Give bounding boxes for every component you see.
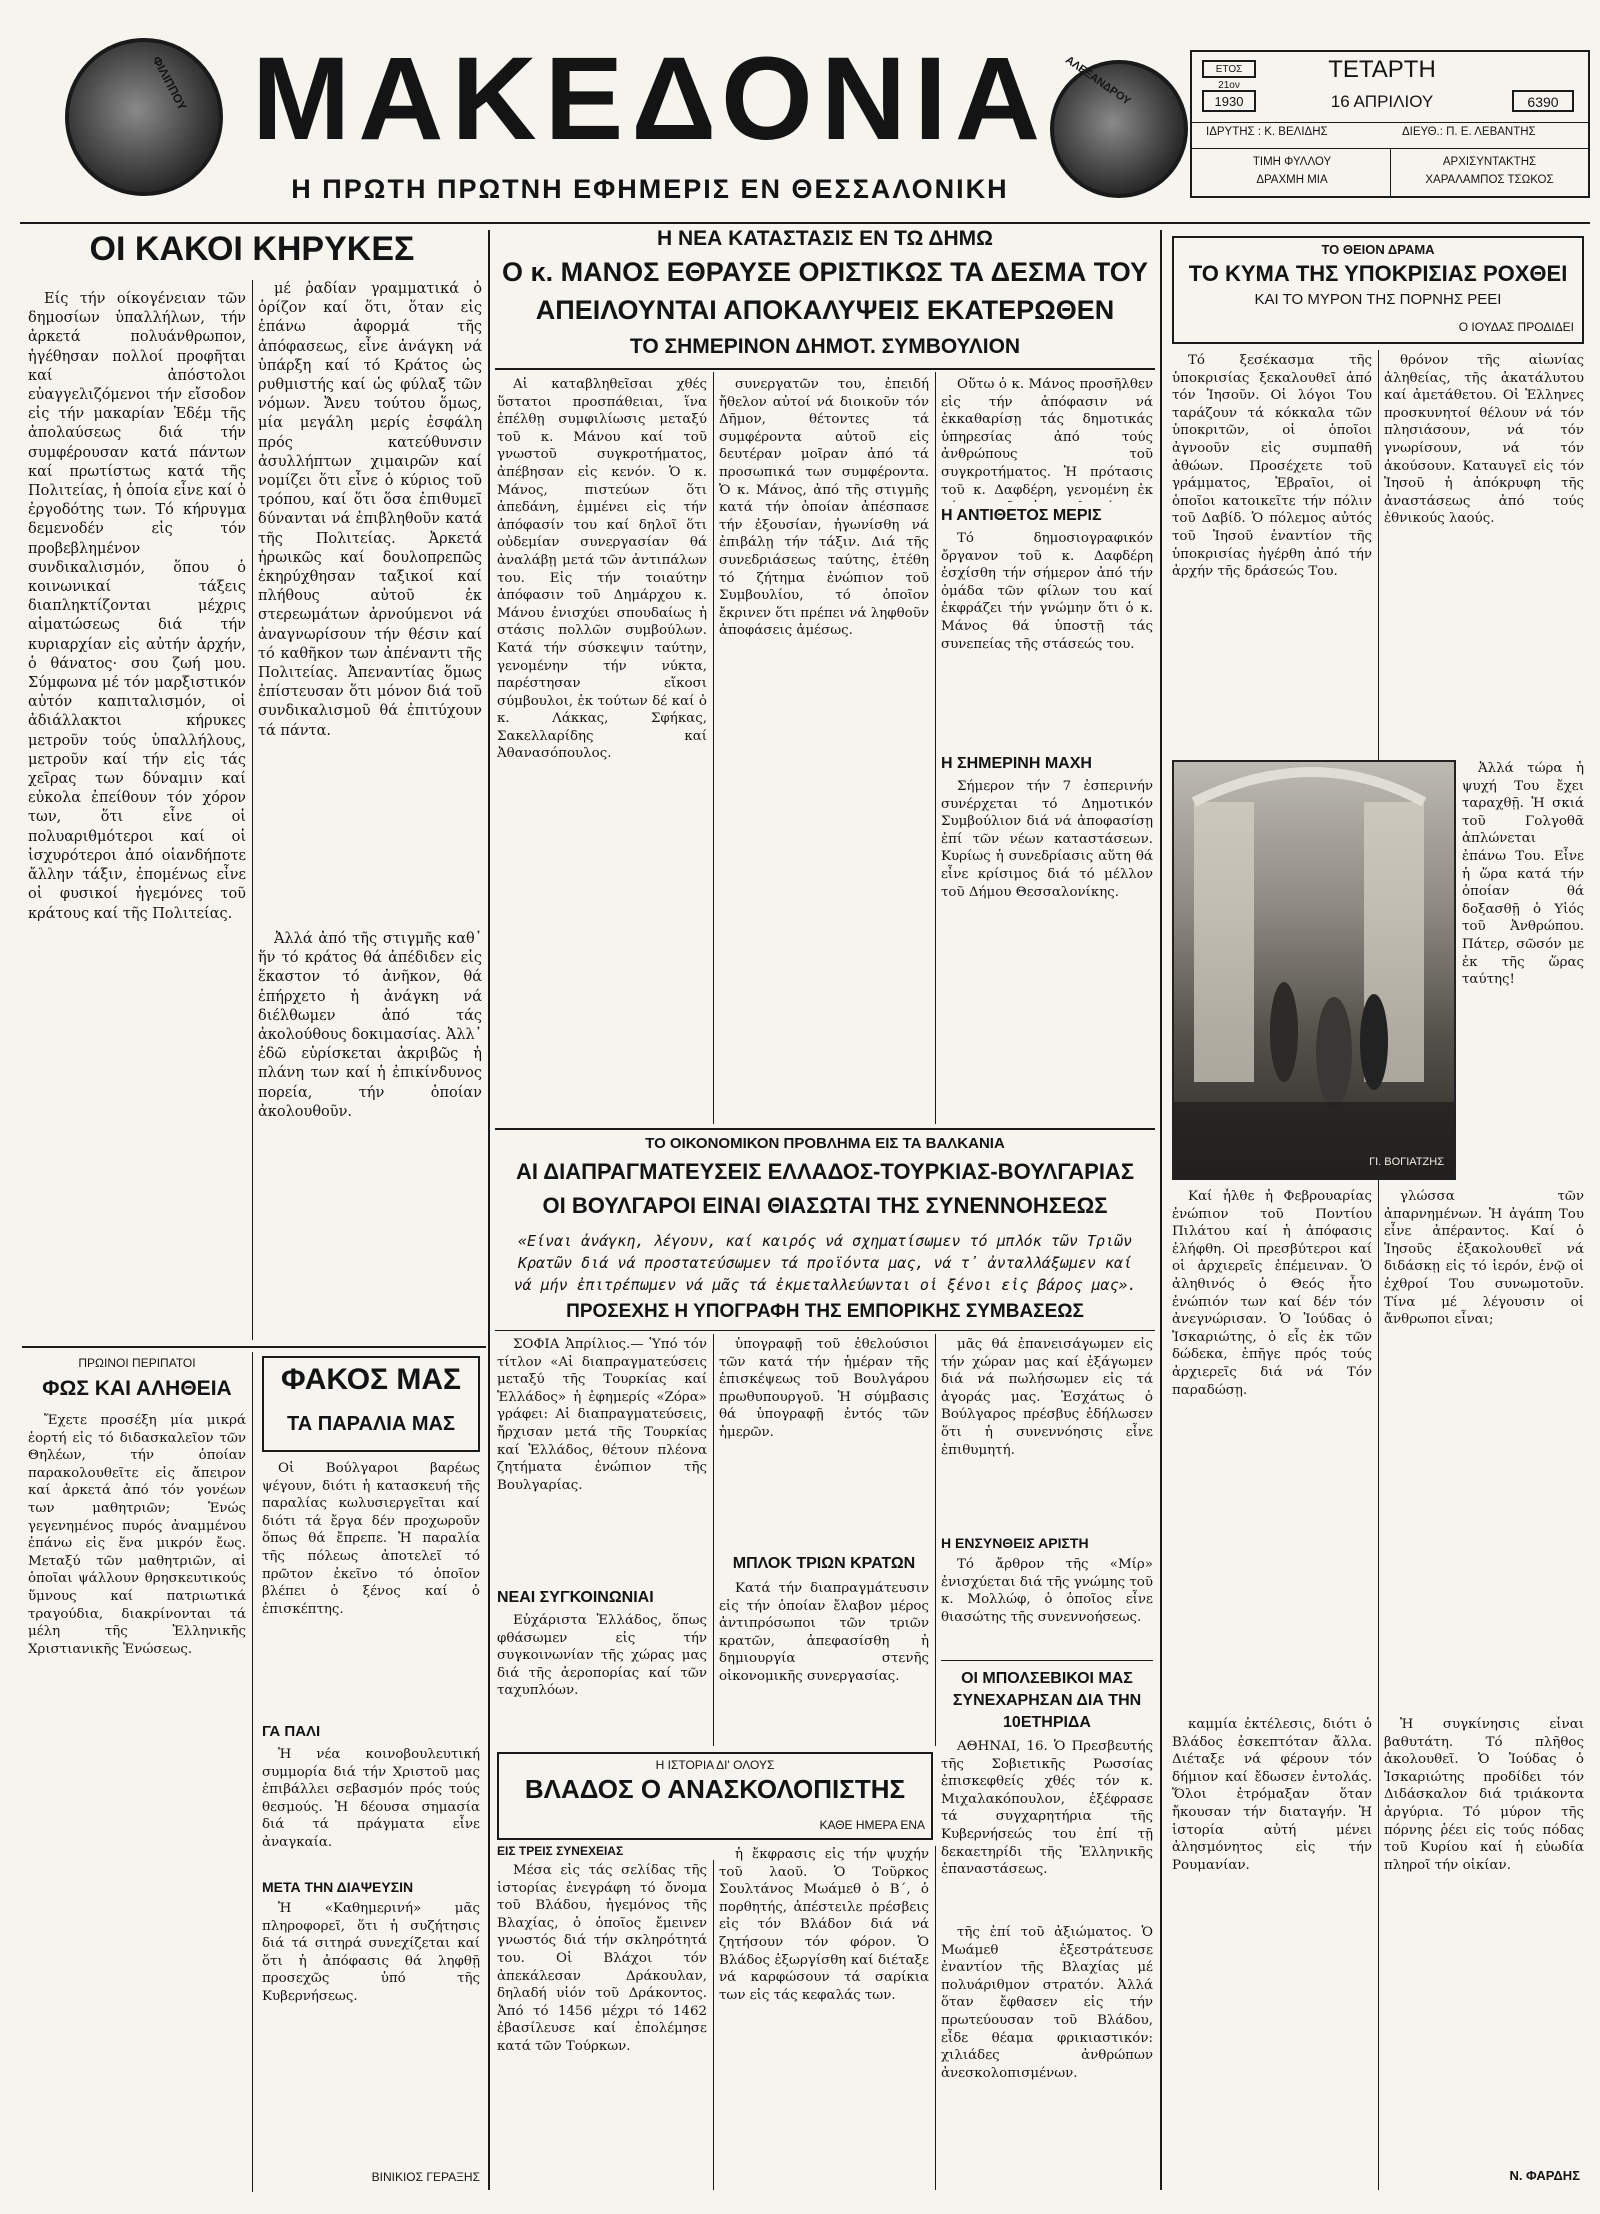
fakos-mas-box xyxy=(262,1356,480,1452)
serial-col1: Μέσα εἰς τάς σελίδας τῆς ἱστορίας ἐνεγράφη τό ὄνομα τοῦ Βλάδου, ἡγεμόνος τῆς Βλαχίας, ὁ ὁποῖος ἔμεινεν γνωστός διά τήν σκληρότητά του. Οἱ Βλάχοι τόν ἀπεκάλεσαν Δράκουλαν, δηλαδή υἱόν τοῦ Δράκοντος. Ἀπό τό 1456 μέχρι τό 1462 ἐβασίλευσε καί ἐπολέμησε κατά τῶν Τούρκων. xyxy=(497,1863,707,2054)
article-manos-col3: Οὕτω ὁ κ. Μάνος προσῆλθεν εἰς τήν ἀπόφασιν νά ἐκκαθαρίσῃ τάς δημοτικάς ὑπηρεσίας ἀπό τούς ἀνθρώπους τοῦ συγκροτήματος. Ἡ πρότασις τοῦ κ. Δαφδέρη, γενομένη ἐκ xyxy=(941,377,1153,498)
subhead-mplok-trion-kraton: ΜΠΛΟΚ ΤΡΙΩΝ ΚΡΑΤΩΝ xyxy=(732,1555,916,1572)
coin-left-label: ΦΙΛΙΠΠΟΥ xyxy=(149,54,190,113)
editor-name: ΧΑΡΑΛΑΜΠΟΣ ΤΣΩΚΟΣ xyxy=(1425,174,1554,186)
date: 16 ΑΠΡΙΛΙΟΥ xyxy=(1330,92,1434,111)
subhead-ta-paralia-mas: ΤΑ ΠΑΡΑΛΙΑ ΜΑΣ xyxy=(287,1413,455,1435)
headline-manos: Ο κ. ΜΑΝΟΣ ΕΘΡΑΥΣΕ ΟΡΙΣΤΙΚΩΣ ΤΑ ΔΕΣΜΑ ΤΟΥ xyxy=(502,257,1148,287)
serial-col3: τῆς ἐπί τοῦ ἀξιώματος. Ὁ Μωάμεθ ἐξεστράτευσε ἐναντίον τῆς Βλαχίας μέ πολυάριθμον στρατόν. Ἀλλά ὅταν ἔφθασεν εἰς τήν πρωτεύουσαν τοῦ Βλάδου, εἶδε θέαμα φρικιαστικόν: χιλιάδες ἀνθρώπων ἀνεσκολοπισμένων. xyxy=(941,1925,1153,2081)
headline-fos-kai-alitheia: ΦΩΣ ΚΑΙ ΑΛΗΘΕΙΑ xyxy=(42,1377,232,1400)
newspaper-title: ΜΑΚΕΔΟΝΙΑ xyxy=(251,33,1049,165)
article-theion-drama-col1: Τό ξεσέκασμα τῆς ὑποκρισίας ξεκαλουθεῖ ἀπό τόν Ἰησοῦν. Οἱ λόγοι Του ταράζουν τά κόκκαλα τῶν ὑποκριτῶν, οἱ ὁποῖοι ἀγνοοῦν εἰς συμπαθῆ ἀθώων. Προσέχετε τοῦ γράμματος, Ἐβραῖοι, οἱ ὁποῖοι κατοικεῖτε τήν πόλιν τοῦ Δαβίδ. Ὁ πόλεμος αὐτός τοῦ Ἰησοῦ ἐναντίον τῆς ὑποκρισίας ἠγέρθη ἀπό τήν ἀρχήν τῆς δράσεώς Του. xyxy=(1172,353,1372,580)
article-ensyntheis-aristi: Τό ἄρθρον τῆς «Μίρ» ἐνισχύεται διά τῆς γνώμης τοῦ κ. Μολλώφ, ὁ ὁποῖος εἶνε θιασώτης τῆς συνεννοήσεως. xyxy=(941,1557,1153,1625)
issue-number: 6390 xyxy=(1512,90,1574,112)
headline-ypografi-symvaseos: ΠΡΟΣΕΧΗΣ Η ΥΠΟΓΡΑΦΗ ΤΗΣ ΕΜΠΟΡΙΚΗΣ ΣΥΜΒΑΣΕΩΣ xyxy=(566,1301,1084,1322)
issue-info-box xyxy=(1190,50,1590,198)
article-manos-col2: συνεργατῶν του, ἐπειδή ἤθελον αὐτοί νά διοικοῦν τόν Δῆμον, θέτοντες τά συμφέροντα αὐτοῦ εἰς δευτέραν μοῖραν ἀπό τά προσωπικά των συμφέροντα. Ὁ κ. Μάνος, ἀπό τῆς στιγμῆς κατά τήν ὁποίαν ἀπέσπασε τήν ἐξουσίαν, ἠγωνίσθη νά ἐπιβάλῃ τήν τάξιν. Διά τῆς συνεδριάσεως ταύτης, ἐτέθη τό ζήτημα ἐνώπιον τοῦ Συμβουλίου, τό ὁποῖον ἔκρινεν ὅτι πρέπει νά ληφθοῦν ἀποφάσεις ἀμέσως. xyxy=(719,377,929,639)
masthead xyxy=(20,20,1590,220)
weekday: ΤΕΤΑΡΤΗ xyxy=(1328,56,1436,83)
article-beside-photo: Ἀλλά τώρα ἡ ψυχή Του ἔχει ταραχθῇ. Ἡ σκιά τοῦ Γολγοθᾶ ἁπλώνεται ἐπάνω Του. Εἶνε ἡ ὥρα κατά τήν ὁποίαν θά δοξασθῇ ὁ Υἱός τοῦ Ἀνθρώπου. Πάτερ, σῶσόν με ἐκ τῆς ὥρας ταύτης! xyxy=(1462,761,1584,988)
subhead-simerini-machi: Η ΣΗΜΕΡΙΝΗ ΜΑΧΗ xyxy=(941,755,1092,772)
coin-right-label: ΑΛΕΞΑΝΔΡΟΥ xyxy=(1063,54,1133,108)
headline-apokalypseis: ΑΠΕΙΛΟΥΝΤΑΙ ΑΠΟΚΑΛΥΨΕΙΣ ΕΚΑΤΕΡΩΘΕΝ xyxy=(535,295,1115,325)
newspaper-subtitle: Η ΠΡΩΤΗ ΠΡΩΤΝΗ ΕΦΗΜΕΡΙΣ ΕΝ ΘΕΣΣΑΛΟΝΙΚΗ xyxy=(291,174,1009,204)
article-under-photo-right: γλώσσα τῶν ἀπαρνημένων. Ἡ ἀγάπη Του εἶνε ἀπέραντος. Καί ὁ Ἰησοῦς ἐξακολουθεῖ νά διδάσκῃ εἰς τό ἱερόν, ἐνῷ οἱ ἐχθροί Του συνωμοτοῦν. Τίνα μέ λέγουσιν οἱ ἄνθρωποι εἶναι; xyxy=(1384,1189,1584,1328)
headline-kakoi-kerykes: ΟΙ ΚΑΚΟΙ ΚΗΡΥΚΕΣ xyxy=(89,230,415,268)
article-continuation-col2b: Ἀλλά ἀπό τῆς στιγμῆς καθ᾿ ἥν τό κράτος θά ἀπέδιδεν εἰς ἕκαστον τό ἀνῆκον, θά ἐπήρχετο ἡ ἀνάγκη νά διέλθωμεν ἀπό τάς ἀκολούθους δοκιμασίας. Ἀλλ᾿ ἐδῶ εὑρίσκεται ἀκριβῶς ἡ πλάνη των καί ἡ ἐπικίνδυνος πορεία, τήν ὁποίαν ἀκολουθοῦν. xyxy=(258,931,482,1120)
article-neai-synkoinoniai: Εὐχάριστα Ἐλλάδος, ὅπως φθάσωμεν εἰς τήν συγκοινωνίαν τῆς χώρας μας διά τῆς ἀεροπορίας καί τῶν ταχυπλόων. xyxy=(497,1613,707,1699)
headline-fakos-mas: ΦΑΚΟΣ ΜΑΣ xyxy=(280,1363,462,1396)
signature-fardis: Ν. ΦΑΡΔΗΣ xyxy=(1509,2168,1580,2183)
subhead-ga-pali: ΓΑ ΠΑΛΙ xyxy=(262,1723,321,1740)
article-kakoi-kerykes: Είς τήν οίκογένειαν τῶν δημοσίων ὑπαλλήλων, τήν ἀρκετά πολυάνθρωπον, ἡγέθησαν πολλοί προφῆται καί ἀπόστολοι εὐαγγελιζόμενοι τήν εἴσοδον εἰς τήν μακαρίαν Ἐδέμ τῆς ἀπολαύσεως διά τήν συμφέρουσαν κατά πάντων καί πρωτίστως κατά τῆς Πολιτείας, ἡ ὁποία εἶνε καί ὁ ἐργοδότης των. Τό κήρυγμα δεμενοδέν εἰς τόν προβεβλημένον συνδικαλισμόν, ὅπου ὁ κοινωνικαί τάξεις διαπληκτίζονται μέχρις αἱματώσεως διά τήν κυριαρχίαν εἰς αὐτήν ἀρχήν, ὁ θάνατος· σου ζωή μου. Σύμφωνα μέ τόν μαρξιστικόν αὐτόν καπιταλισμόν, οἱ ἀδιάλλακτοι κήρυκες μετροῦν τούς ὑπαλλήλους, μετροῦν καί τήν εἰς τάς χεῖρας των δύναμιν καί εὐκολα ἐπείθουν τόν χόρον των, ὅτι εἶνε οἱ πολυαριθμότεροι καί οἱ ἰσχυρότεροι ἀπό οἱανδήποτε ἄλλην τάξιν, ἐπομένως εἶνε οἱ φυσικοί ἡγεμόνες τοῦ κράτους καί τῆς Πολιτείας. xyxy=(28,291,246,922)
article-theion-drama-col2: θρόνον τῆς αἰωνίας ἀληθείας, τῆς ἀκατάλυτου καί ἀμετάθετου. Οἱ Ἑλληνες προσκυνητοί θέλουν νά τόν πλησιάσουν, νά τόν γνωρίσουν, νά τόν ἀκούσουν. Καταυγεῖ εἰς τόν Ἰησοῦ ἡ ἀπόκρυφη τῆς ἀναστάσεως ἀπό τούς ἐθνικούς λαούς. xyxy=(1384,353,1584,527)
coin-philip-icon xyxy=(65,38,223,196)
headline-simerinon-symvoulion: ΤΟ ΣΗΜΕΡΙΝΟΝ ΔΗΜΟΤ. ΣΥΜΒΟΥΛΙΟΝ xyxy=(629,335,1021,358)
kicker-nea-katastasis: Η ΝΕΑ ΚΑΤΑΣΤΑΣΙΣ ΕΝ ΤΩ ΔΗΜΩ xyxy=(656,227,994,250)
theion-drama-box xyxy=(1172,236,1584,344)
article-fos-kai-alitheia: Ἔχετε προσέξη μία μικρά ἑορτή εἰς τό διδασκαλεῖον τῶν Θηλέων, τήν ὁποίαν παρακολουθεῖτε εἰς ἄπειρον καί ἀρκετά ἀπό τόν γονέων των μαθητριῶν; Ἐνώς γεγενημένος πυρός ἀναμμένου ἐπάνω εἰς ἕνα μικρόν ἔως. Μεταξύ τῶν μαθητριῶν, αἱ ὁποῖαι ψάλλουν θρησκευτικούς ὕμνους καί πατριωτικά τραγούδια, διακρίνονται τά μέλη τῆς Ἑλληνικῆς Χριστιανικῆς Ἑνώσεως. xyxy=(28,1413,246,1657)
headline-kyma-ypokrisias: ΤΟ ΚΥΜΑ ΤΗΣ ΥΠΟΚΡΙΣΙΑΣ ΡΟΧΘΕΙ xyxy=(1188,261,1568,286)
banner-quote: «Είναι ἀνάγκη, λέγουν, καί καιρός νά σχηματίσωμεν τό μπλόκ τῶν Τριῶν Κρατῶν διά νά προστατεύσωμεν τά προϊόντα μας, νά τ᾿ ἀνταλλάξωμεν καί νά μήν ἐπιτρέπωμεν νά μᾶς τά ἐκμεταλλεύωνται οἱ ξένοι εἰς βάρος μας». xyxy=(513,1232,1137,1294)
signature-col2: ΒΙΝΙΚΙΟΣ ΓΕΡΑΞΗΣ xyxy=(371,2170,480,2184)
kicker-proinoi-peripatoi: ΠΡΩΙΝΟΙ ΠΕΡΙΠΑΤΟΙ xyxy=(78,1356,196,1370)
editor-label: ΑΡΧΙΣΥΝΤΑΚΤΗΣ xyxy=(1442,156,1537,168)
article-mpolsevikoi: ΑΘΗΝΑΙ, 16. Ὁ Πρεσβευτής τῆς Σοβιετικῆς Ρωσσίας ἐπισκεφθείς χθές τόν κ. Μιχαλακόπουλον, ἐξέφρασε τά συγχαρητήρια τῆς Κυβερνήσεώς του ἐπί τῇ δεκαετηρίδι τῆς Ἑλληνικῆς ἐπαναστάσεως. xyxy=(941,1739,1153,1878)
byline-ioudas: Ο ΙΟΥΔΑΣ ΠΡΟΔΙΔΕΙ xyxy=(1458,320,1574,334)
kicker-theion-drama: ΤΟ ΘΕΙΟΝ ΔΡΑΜΑ xyxy=(1321,242,1435,257)
article-continuation-col2: μέ ῥαδίαν γραμματικά ὁ ὁρίζον καί ὅτι, ὅταν εἰς ἑπάνω ἀφορμά τῆς ἀπόφασεως, εἶνε ἀνάγκη νά ὑπάρξη καί τό Κράτος ὡς ρυθμιστής καί ὡς φύλαξ τῶν νόμων. Ἄνευ τούτου ὅμως, μία μεγάλη μερίς ἐσφάλη πρός κατεύθυνσιν ἀσυλλήπτων χιμαιρῶν καί νομίζει ὅτι εἶνε ὁ κύριος τοῦ τρόπου, καί ὅτι ὅσα ἐπιθυμεῖ δύνανται νά ἐπιβληθοῦν κατά τῆς Πολιτείας. Ἀρκετά ἡρωικῶς καί δουλοπρεπῶς ἐκηρύχθησαν ταξικοί καί πλήθους αὐτοῦ ἐκ στερεωμάτων ἀρνούμενοι νά ἀναγνωρίσουν τήν θέσιν καί τό καθῆκον των ἀπέναντι τῆς Πολιτείας. Ἀπεναντίας ὅμως ἐπίστευσαν ὅτι μόνον διά τοῦ συνδικαλισμοῦ θά ἐπιτύχουν τά πάντα. xyxy=(258,281,482,739)
subhead-meta-tin-diapseusin: ΜΕΤΑ ΤΗΝ ΔΙΑΨΕΥΣΙΝ xyxy=(262,1879,414,1895)
photo-caption: ΓΙ. ΒΟΓΙΑΤΖΗΣ xyxy=(1369,1156,1444,1168)
year: 1930 xyxy=(1202,90,1256,112)
serial-tagline: ΚΑΘΕ ΗΜΕΡΑ ΕΝΑ xyxy=(819,1818,925,1832)
article-paralia: Οἱ Βούλγαροι βαρέως ψέγουν, διότι ἡ κατασκευή τῆς παραλίας κωλυσιεργεῖται καί διότι τά ἔργα δέν προχωροῦν ὅπως θά ἔπρεπε. Ἡ παραλία τῆς πόλεως ἀποτελεῖ τό πρῶτον ἐκεῖνο τό ὁποῖον βλέπει ὁ ξένος καί ὁ ἐπισκέπτης. xyxy=(262,1461,480,1617)
price-label: ΤΙΜΗ ΦΥΛΛΟΥ xyxy=(1252,156,1332,168)
article-ga-pali: Ἡ νέα κοινοβουλευτική συμμορία διά τήν Χριστοῦ μας ἐπιβάλλει σεβασμόν πρός τούς θεσμούς. Ἡ δέουσα σημασία διά τά πράγματα εἶνε ἀναγκαία. xyxy=(262,1747,480,1850)
article-meta-diapseusin: Ἡ «Καθημερινή» μᾶς πληροφορεῖ, ὅτι ἡ συζήτησις διά τά σιτηρά συνεχίζεται καί ὅτι ἡ ἀπόφασις θά ληφθῇ προσεχῶς ὑπό τῆς Κυβερνήσεως. xyxy=(262,1901,480,2004)
subhead-antithetos-meris: Η ΑΝΤΙΘΕΤΟΣ ΜΕΡΙΣ xyxy=(941,507,1102,524)
serial-col2: ἡ ἔκφρασις εἰς τήν ψυχήν τοῦ λαοῦ. Ὁ Τοῦρκος Σουλτάνος Μωάμεθ ὁ Β΄, ὁ πορθητής, ἀπέστειλε πρέσβεις εἰς τόν Βλάδον διά νά ζητήσουν τόν φόρον. Ὁ Βλάδος ἐξωργίσθη καί διέταξε νά καρφώσουν τά σαρίκια των εἰς τάς κεφαλάς των. xyxy=(719,1847,929,2003)
headline-mpolsevikoi: ΟΙ ΜΠΟΛΣΕΒΙΚΟΙ ΜΑΣ ΣΥΝΕΧΑΡΗΣΑΝ ΔΙΑ ΤΗΝ 10ΕΤΗΡΙΔΑ xyxy=(952,1670,1142,1731)
serial-subkicker: ΕΙΣ ΤΡΕΙΣ ΣΥΝΕΧΕΙΑΣ xyxy=(497,1844,624,1858)
article-mplok-trion-kraton: Κατά τήν διαπραγμάτευσιν εἰς τήν ὁποίαν ἔλαβον μέρος ἀντιπρόσωποι τῶν τριῶν κρατῶν, ἀπεφασίσθη ἡ δημιουργία στενῆς οἰκονομικῆς συνεργασίας. xyxy=(719,1581,929,1684)
director: ΔΙΕΥΘ.: Π. Ε. ΛΕΒΑΝΤΗΣ xyxy=(1402,126,1536,138)
founder: ΙΔΡΥΤΗΣ : Κ. ΒΕΛΙΔΗΣ xyxy=(1206,126,1328,138)
year-label: ΕΤΟΣ 21ον xyxy=(1202,60,1256,78)
headline-voulgaroi-thiasotai: ΟΙ ΒΟΥΛΓΑΡΟΙ ΕΙΝΑΙ ΘΙΑΣΩΤΑΙ ΤΗΣ ΣΥΝΕΝΝΟΗΣΕΩΣ xyxy=(542,1193,1108,1218)
painting-photo xyxy=(1172,760,1456,1180)
article-under-photo: Καί ἦλθε ἡ Φεβρουαρίας ἐνώπιον τοῦ Ποντίου Πιλάτου καί ἡ ἀπόφασις ἐλήφθη. Οἱ πρεσβύτεροι καί οἱ ἀρχιερεῖς ἐπέμειναν. Ὁ ἀληθινός ὁ Θεός ἦτο ἐνώπιόν των καί δέν τόν ἀνεγνώρισαν. Ὁ Ἰούδας ὁ Ἰσκαριώτης, ὁ εἷς ἐκ τῶν δώδεκα, ἐπῆγε πρός τούς ἀρχιερεῖς διά νά Τόν παραδώσῃ. xyxy=(1172,1189,1372,1398)
article-theion-drama-end: Ἡ συγκίνησις εἶναι βαθυτάτη. Τό πλῆθος ἀκολουθεῖ. Ὁ Ἰούδας ὁ Ἰσκαριώτης προδίδει τόν Διδάσκαλον διά τριάκοντα ἀργύρια. Τό μύρον τῆς πόρνης ῥέει εἰς τούς πόδας τοῦ Κυρίου καί ἡ εὐωδία πληροῖ τήν οἰκίαν. xyxy=(1384,1717,1584,1873)
subhead-ensyntheis-aristi: Η ΕΝΣΥΝΘΕΙΣ ΑΡΙΣΤΗ xyxy=(941,1535,1089,1551)
serial-kicker: Η ΙΣΤΟΡΙΑ ΔΙ' ΟΛΟΥΣ xyxy=(655,1758,775,1772)
subhead-myron-pornis: ΚΑΙ ΤΟ ΜΥΡΟΝ ΤΗΣ ΠΟΡΝΗΣ ΡΕΕΙ xyxy=(1254,291,1502,308)
article-sofia-col2: ὑπογραφῇ τοῦ ἐθελούσιοι τῶν κατά τήν ἡμέραν τῆς ἐπισκέψεως τοῦ Βουλγάρου πρωθυπουργοῦ. Ἡ σύμβασις θά ὑπογραφῇ ἐντός τῶν ἡμερῶν. xyxy=(719,1337,929,1440)
serial-title: ΒΛΑΔΟΣ Ο ΑΝΑΣΚΟΛΟΠΙΣΤΗΣ xyxy=(524,1774,906,1804)
article-antithetos-meris: Τό δημοσιογραφικόν ὄργανον τοῦ κ. Δαφδέρη ἐσχίσθη τήν σήμερον ἀπό τήν ὁμάδα τῶν φίλων του καί ἐκφράζει τήν γνώμην ὅτι ὁ κ. Μάνος θά ὑποστῇ τάς συνεπείας τῆς στάσεώς του. xyxy=(941,531,1153,652)
article-sofia-col3: μᾶς θά ἐπανεισάγωμεν εἰς τήν χώραν μας καί ἐξάγωμεν διά νά πωλήσωμεν εἰς τά ἀγοράς μας. Ἐσχάτως ὁ Βούλγαρος πρέσβυς ἐδήλωσεν ὅτι ἡ συνεννόησις εἶνε ἐπιθυμητή. xyxy=(941,1337,1153,1458)
article-manos-col1: Αἱ καταβληθεῖσαι χθές ὕστατοι προσπάθειαι, ἵνα ἐπέλθῃ συμφιλίωσις μεταξύ τοῦ κ. Μάνου καί τοῦ γνωστοῦ συγκροτήματος, ἀπέβησαν εἰς κενόν. Ὁ κ. Μάνος, πιστεύων ὅτι ἀπεδάνη, ἐμμένει εἰς τήν ἀπόφασίν του καί δηλοῖ ὅτι οὐδεμίαν συνεργασίαν θά ἀναλάβῃ μετά τῶν ἀντιπάλων του. Εἰς τήν τοιαύτην ἀπόφασιν τοῦ Δημάρχου κ. Μάνου ἐνισχύει σπουδαίως ἡ στάσις πολλῶν συμβούλων. Κατά τήν σύσκεψιν ταύτην, γενομένην τήν νύκτα, παρέστησαν εἴκοσι σύμβουλοι, ἐκ τούτων δέ καί ὁ κ. Λάκκας, Σφήκας, Σακελλαρίδης καί Ἀθανασόπουλος. xyxy=(497,377,707,762)
price: ΔΡΑΧΜΗ ΜΙΑ xyxy=(1256,174,1328,186)
subhead-neai-synkoinoniai: ΝΕΑΙ ΣΥΓΚΟΙΝΩΝΙΑΙ xyxy=(497,1589,654,1606)
article-simerini-machi: Σήμερον τήν 7 ἑσπερινήν συνέρχεται τό Δημοτικόν Συμβούλιον διά νά ἀποφασίσῃ ἐπί τῶν νέων καταστάσεων. Κυρίως ἡ συνεδρίασις αὕτη θά εἶνε κρίσιμος διά τό μέλλον τοῦ Δήμου Θεσσαλονίκης. xyxy=(941,779,1153,900)
kicker-oikonomikon-provlima: ΤΟ ΟΙΚΟΝΟΜΙΚΟΝ ΠΡΟΒΛΗΜΑ ΕΙΣ ΤΑ ΒΑΛΚΑΝΙΑ xyxy=(645,1135,1005,1152)
article-sofia-col1: ΣΟΦΙΑ Ἀπρίλιος.— Ὑπό τόν τίτλον «Αἱ διαπραγματεύσεις μεταξύ τῆς Τουρκίας καί Ἑλλάδος» ἡ ἐφημερίς «Ζόρα» γράφει: Αἱ διαπραγματεύσεις, ἤρχισαν μετά τῆς Τουρκίας καί Ἑλλάδος, θέτουν πλέονα ζητήματα ἐνώπιον τῆς Βουλγαρίας. xyxy=(497,1337,707,1493)
serial-box xyxy=(497,1752,933,1840)
serial-col4: καμμία ἐκτέλεσις, διότι ὁ Βλάδος ἐσκεπτόταν ἄλλα. Διέταξε νά φέρουν τόν δήμιον καί ἔδωσεν ἐντολάς. Ὅλοι ἐτρόμαξαν ὅταν ἤκουσαν τήν διαταγήν. Ἡ ἱστορία αὐτή μένει ἀλησμόνητος εἰς τήν Ρουμανίαν. xyxy=(1172,1717,1372,1873)
headline-diapragmateuseis: ΑΙ ΔΙΑΠΡΑΓΜΑΤΕΥΣΕΙΣ ΕΛΛΑΔΟΣ-ΤΟΥΡΚΙΑΣ-ΒΟΥΛΓΑΡΙΑΣ xyxy=(515,1159,1135,1184)
